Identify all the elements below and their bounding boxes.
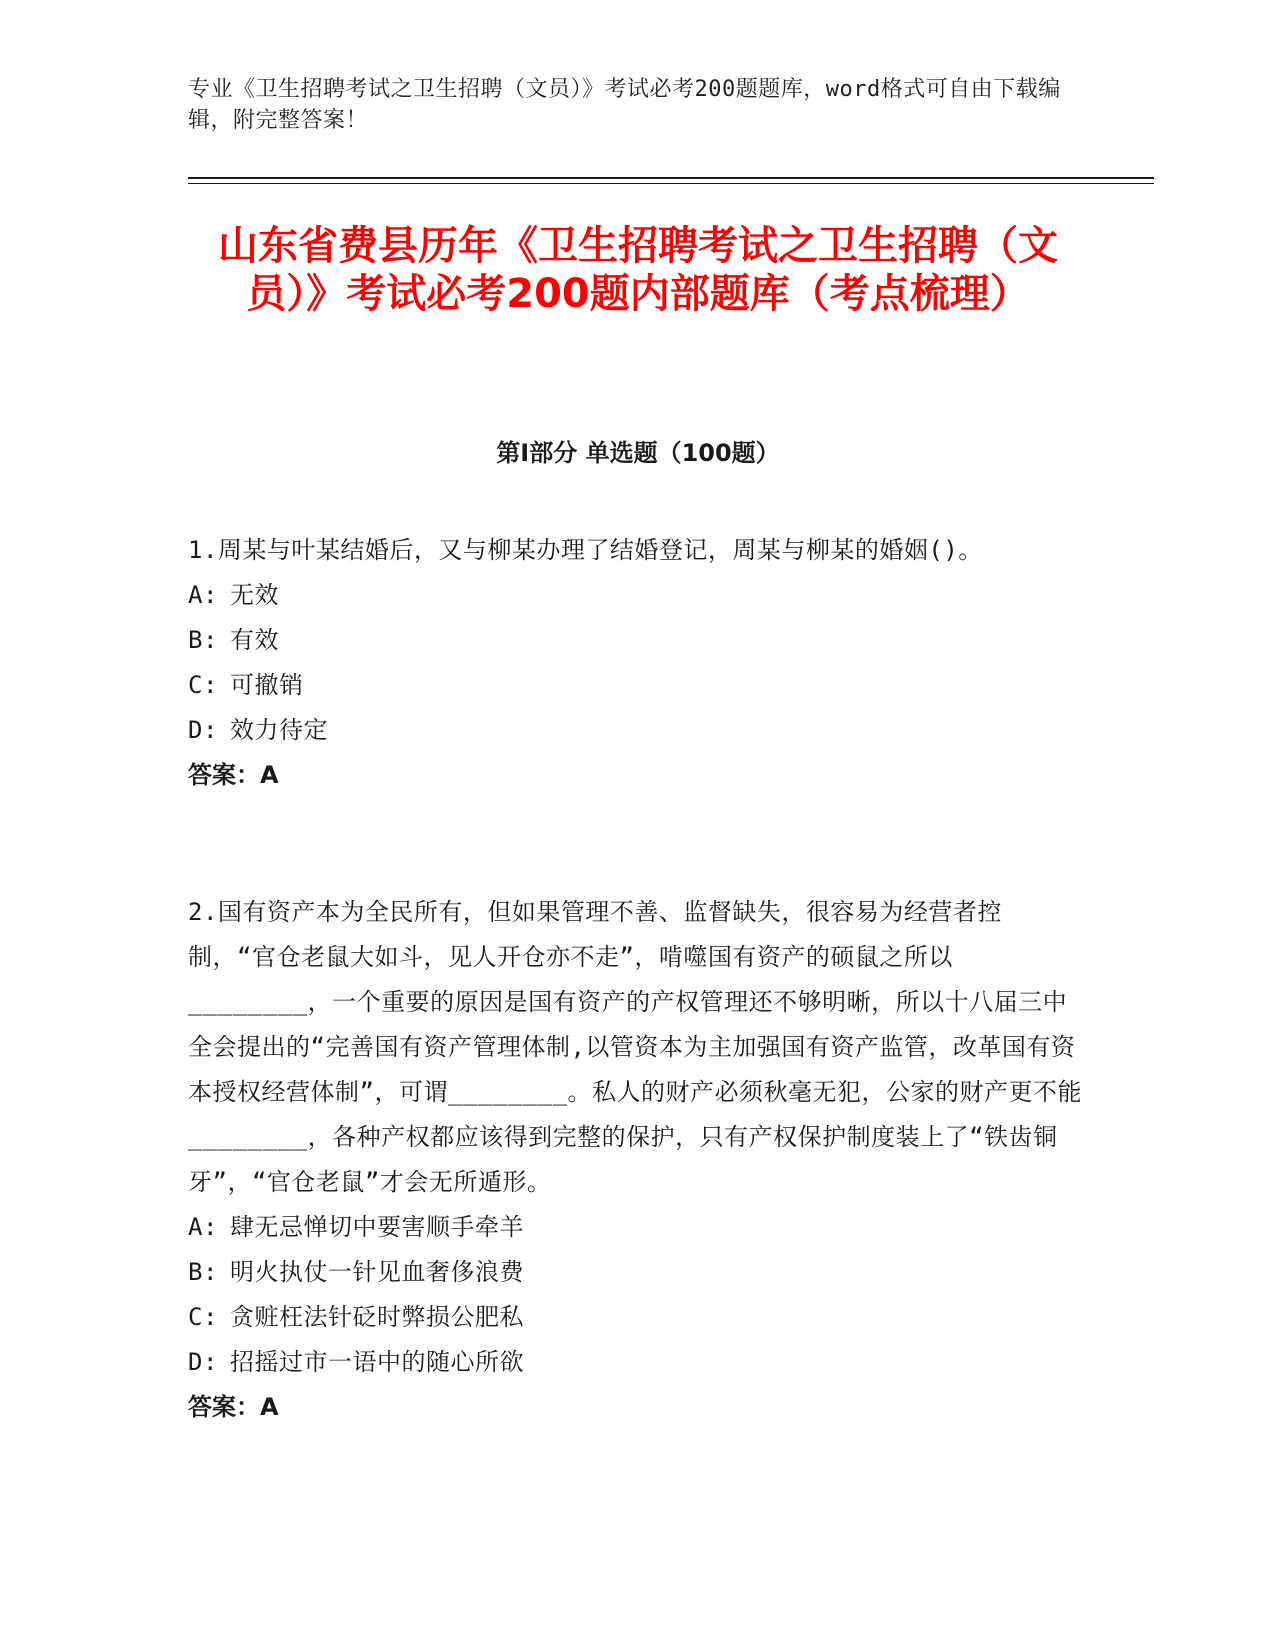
answer-label: 答案： xyxy=(188,1393,260,1421)
option-letter: D: xyxy=(188,1348,218,1376)
option-a xyxy=(188,1205,1088,1250)
header-note: 专业《卫生招聘考试之卫生招聘（文员）》考试必考200题题库，word格式可自由下载编辑，附完整答案！ xyxy=(188,77,1061,133)
option-letter: B: xyxy=(188,1258,218,1286)
header-divider-thick xyxy=(188,177,1154,179)
option-text: 可撤销 xyxy=(230,671,304,699)
option-letter: C: xyxy=(188,671,218,699)
section-title: 第I部分 单选题（100题） xyxy=(496,439,780,467)
header-divider-thin xyxy=(188,183,1154,184)
option-c xyxy=(188,663,1088,708)
option-text: 肆无忌惮切中要害顺手牵羊 xyxy=(230,1213,524,1241)
answer-value: A xyxy=(260,761,279,789)
question-1 xyxy=(188,528,1088,798)
question-stem: 2.国有资产本为全民所有，但如果管理不善、监督缺失，很容易为经营者控制，“官仓老鼠大如斗，见人开仓亦不走”，啃噬国有资产的硕鼠之所以________，一个重要的原因是国有资产的产权管理还不够明晰，所以十八届三中全会提出的“完善国有资产管理体制,以管资本为主加强国有资产监管，改革国有资本授权经营体制”，可谓________。私人的财产必须秋毫无犯，公家的财产更不能________，各种产权都应该得到完整的保护，只有产权保护制度装上了“铁齿铜牙”，“官仓老鼠”才会无所遁形。 xyxy=(188,898,1083,1196)
option-text: 明火执仗一针见血奢侈浪费 xyxy=(230,1258,524,1286)
option-letter: D: xyxy=(188,716,218,744)
option-text: 无效 xyxy=(230,581,279,609)
option-text: 有效 xyxy=(230,626,279,654)
option-a xyxy=(188,573,1088,618)
answer-value: A xyxy=(260,1393,279,1421)
option-b xyxy=(188,1250,1088,1295)
answer-label: 答案： xyxy=(188,761,260,789)
option-text: 效力待定 xyxy=(230,716,328,744)
option-letter: B: xyxy=(188,626,218,654)
option-letter: C: xyxy=(188,1303,218,1331)
option-b xyxy=(188,618,1088,663)
option-c xyxy=(188,1295,1088,1340)
question-2 xyxy=(188,890,1088,1430)
option-letter: A: xyxy=(188,581,218,609)
option-d xyxy=(188,1340,1088,1385)
option-letter: A: xyxy=(188,1213,218,1241)
option-text: 贪赃枉法针砭时弊损公肥私 xyxy=(230,1303,524,1331)
option-d xyxy=(188,708,1088,753)
answer-line xyxy=(188,1385,1088,1430)
answer-line xyxy=(188,753,1088,798)
option-text: 招摇过市一语中的随心所欲 xyxy=(230,1348,524,1376)
question-stem: 1.周某与叶某结婚后，又与柳某办理了结婚登记，周某与柳某的婚姻()。 xyxy=(188,536,983,564)
document-title: 山东省费县历年《卫生招聘考试之卫生招聘（文员）》考试必考200题内部题库（考点梳理） xyxy=(218,223,1058,317)
